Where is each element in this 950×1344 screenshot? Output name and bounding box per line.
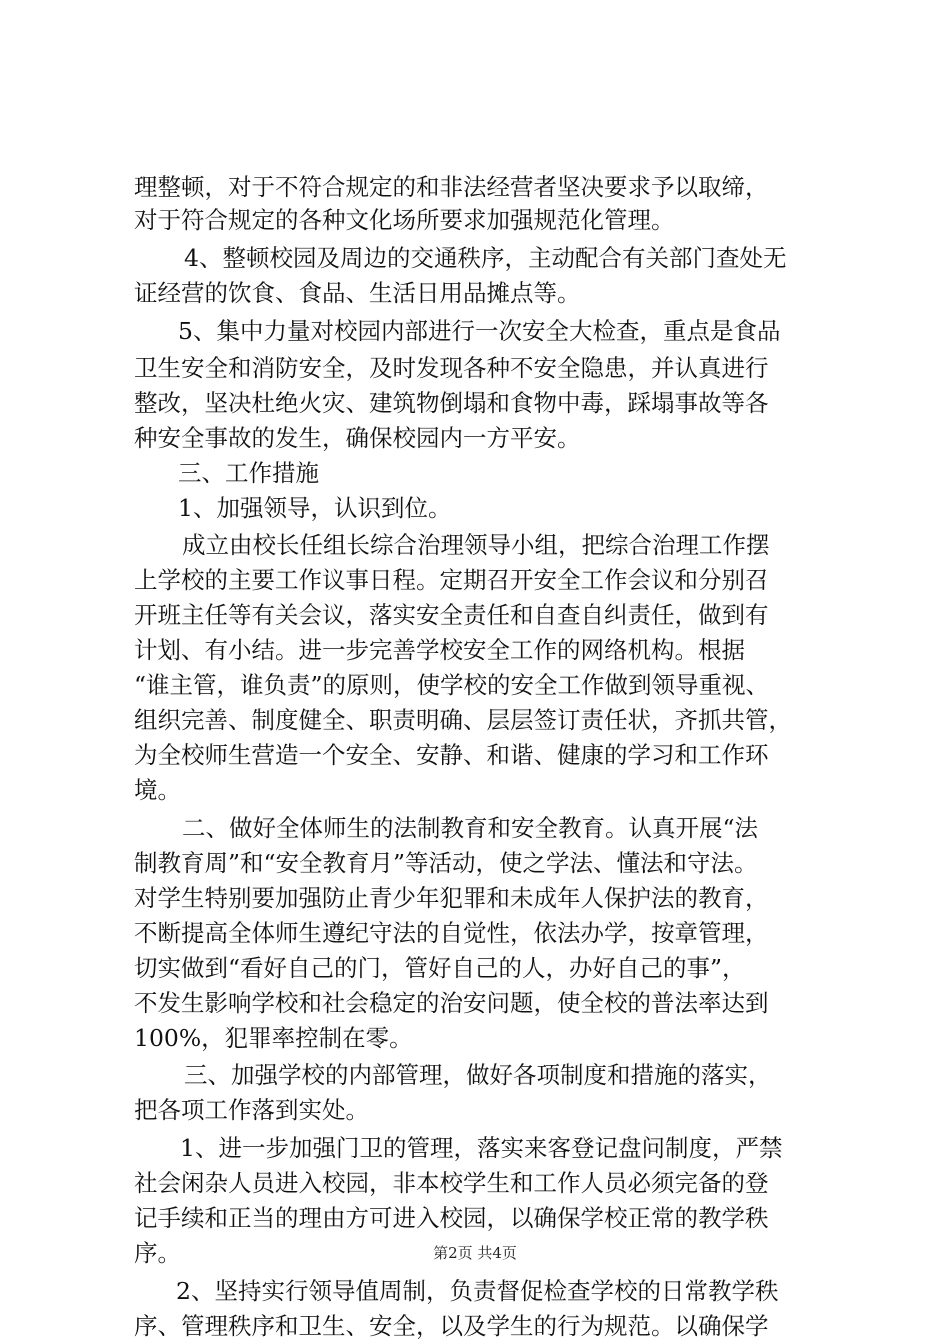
text-line: 计划、有小结。进一步完善学校安全工作的网络机构。根据 [134, 636, 745, 664]
text-line: 种安全事故的发生，确保校园内一方平安。 [134, 424, 581, 452]
text-line: 序。 [134, 1239, 181, 1267]
text-line: 成立由校长任组长综合治理领导小组，把综合治理工作摆 [182, 531, 770, 559]
text-line: 5、集中力量对校园内部进行一次安全大检查，重点是食品 [178, 317, 781, 345]
text-line: 2、坚持实行领导值周制，负责督促检查学校的日常教学秩 [176, 1277, 779, 1305]
section-heading: 三、工作措施 [178, 459, 319, 487]
text-line: 上学校的主要工作议事日程。定期召开安全工作会议和分别召 [134, 566, 769, 594]
text-line: “谁主管，谁负责”的原则，使学校的安全工作做到领导重视、 [134, 671, 770, 699]
text-line: 为全校师生营造一个安全、安静、和谐、健康的学习和工作环 [134, 741, 769, 769]
text-line: 1、进一步加强门卫的管理，落实来客登记盘问制度，严禁 [180, 1134, 783, 1162]
text-line: 100%，犯罪率控制在零。 [134, 1024, 413, 1052]
text-line: 对于符合规定的各种文化场所要求加强规范化管理。 [134, 206, 675, 234]
text-line: 记手续和正当的理由方可进入校园，以确保学校正常的教学秩 [134, 1204, 769, 1232]
text-line: 二、做好全体师生的法制教育和安全教育。认真开展“法 [182, 814, 759, 842]
text-line: 社会闲杂人员进入校园，非本校学生和工作人员必须完备的登 [134, 1169, 769, 1197]
text-line: 制教育周”和“安全教育月”等活动，使之学法、懂法和守法。 [134, 849, 758, 877]
text-line: 三、加强学校的内部管理，做好各项制度和措施的落实， [184, 1061, 772, 1089]
page-number-footer: 第2页 共4页 [433, 1244, 517, 1262]
text-line: 切实做到“看好自己的门，管好自己的人，办好自己的事”， [134, 954, 746, 982]
text-line: 整改，坚决杜绝火灾、建筑物倒塌和食物中毒，踩塌事故等各 [134, 389, 769, 417]
text-line: 开班主任等有关会议，落实安全责任和自查自纠责任，做到有 [134, 601, 769, 629]
text-line: 境。 [134, 776, 181, 804]
text-line: 组织完善、制度健全、职责明确、层层签订责任状，齐抓共管， [134, 706, 792, 734]
subsection-heading: 1、加强领导，认识到位。 [178, 494, 452, 522]
text-line: 不断提高全体师生遵纪守法的自觉性，依法办学，按章管理， [134, 919, 769, 947]
text-line: 理整顿，对于不符合规定的和非法经营者坚决要求予以取缔， [134, 173, 769, 201]
text-line: 证经营的饮食、食品、生活日用品摊点等。 [134, 279, 581, 307]
text-line: 把各项工作落到实处。 [134, 1096, 369, 1124]
text-line: 不发生影响学校和社会稳定的治安问题，使全校的普法率达到 [134, 989, 769, 1017]
text-line: 对学生特别要加强防止青少年犯罪和未成年人保护法的教育， [134, 884, 769, 912]
text-line: 卫生安全和消防安全，及时发现各种不安全隐患，并认真进行 [134, 354, 769, 382]
text-line: 序、管理秩序和卫生、安全，以及学生的行为规范。以确保学 [134, 1312, 769, 1340]
text-line: 4、整顿校园及周边的交通秩序，主动配合有关部门查处无 [184, 244, 787, 272]
